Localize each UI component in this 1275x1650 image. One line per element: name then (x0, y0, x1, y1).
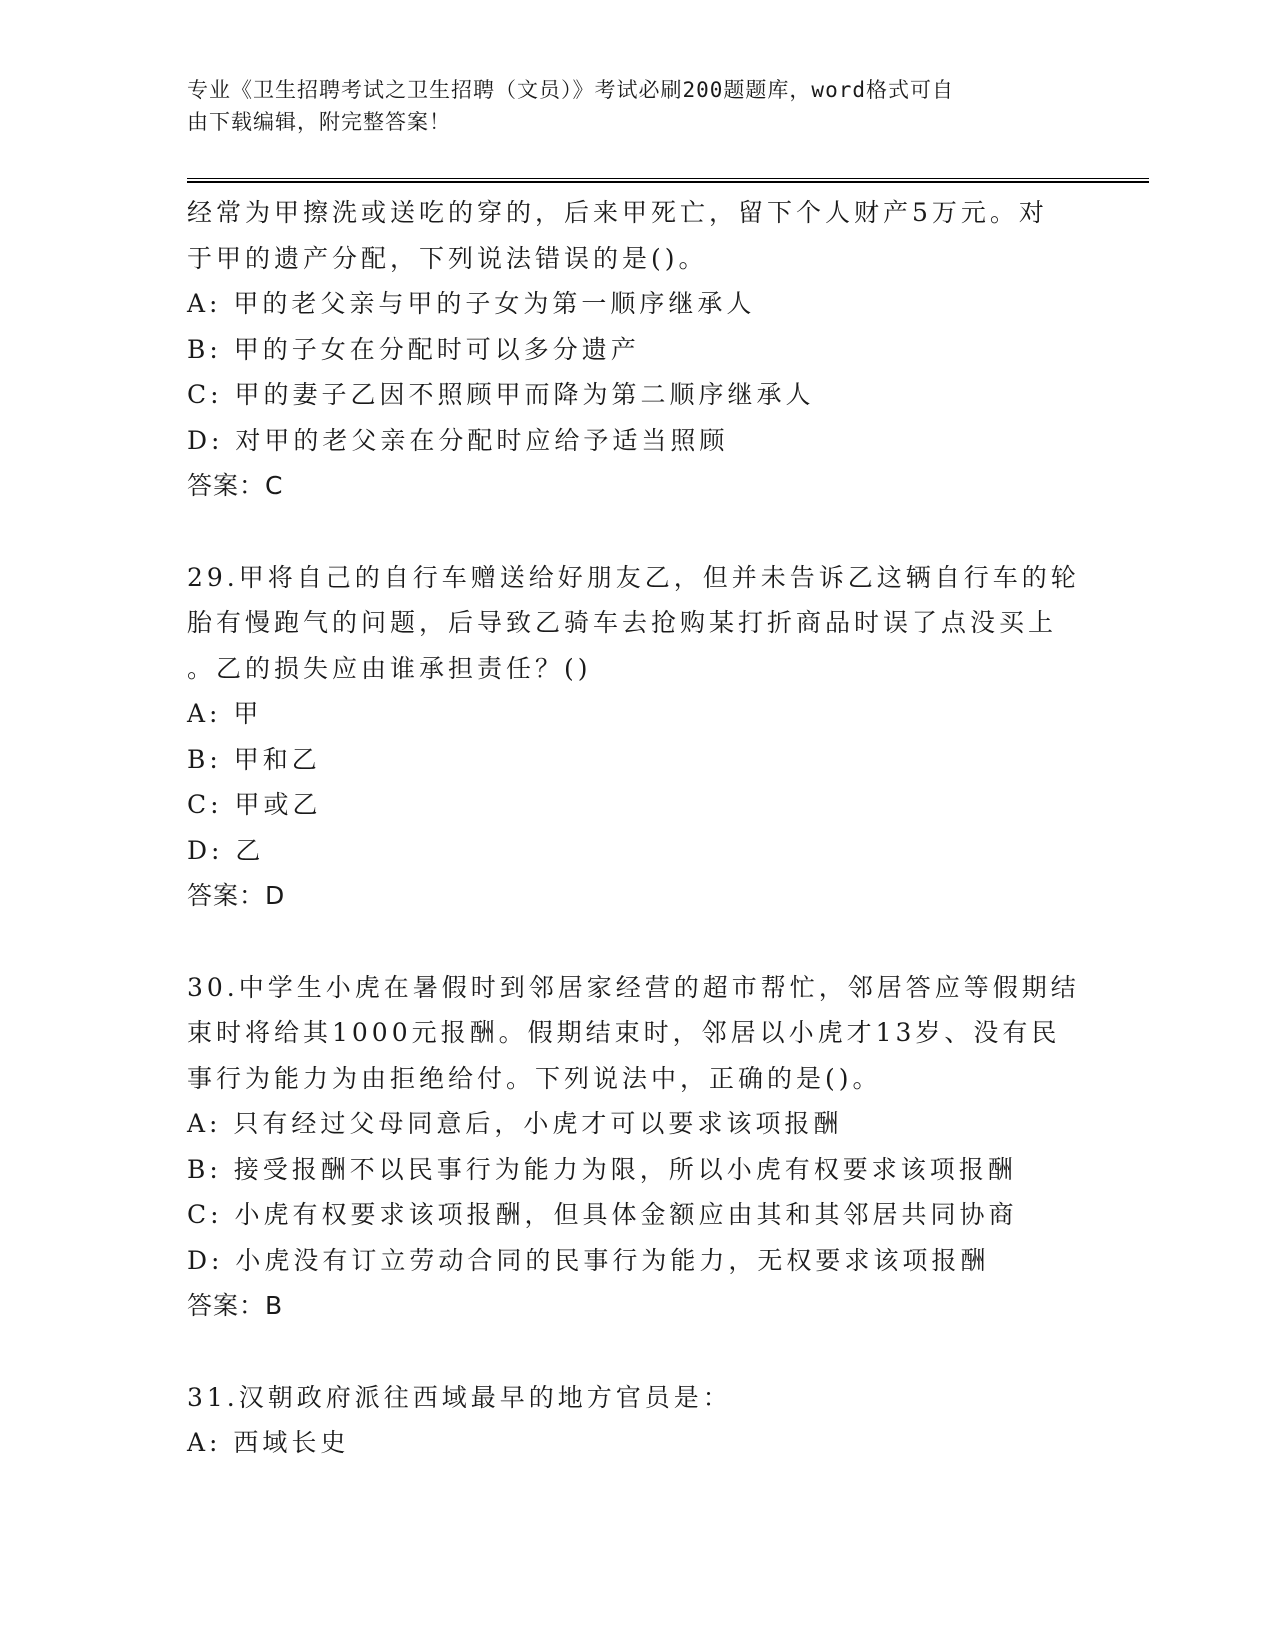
answer-label: 答案：D (187, 881, 286, 910)
question-stem-line: 于甲的遗产分配，下列说法错误的是()。 (187, 243, 708, 273)
question-28 (187, 190, 1087, 509)
option-c: C: 小虎有权要求该项报酬，但具体金额应由其和其邻居共同协商 (187, 1200, 1018, 1229)
option-a: A: 只有经过父母同意后，小虎才可以要求该项报酬 (187, 1109, 843, 1138)
option-d: D: 对甲的老父亲在分配时应给予适当照顾 (187, 425, 729, 455)
question-stem-line: 30.中学生小虎在暑假时到邻居家经营的超市帮忙，邻居答应等假期结 (187, 972, 1080, 1002)
document-header (187, 74, 1067, 138)
answer-label: 答案：B (187, 1291, 284, 1320)
question-stem-line: 31.汉朝政府派往西域最早的地方官员是： (187, 1382, 732, 1412)
spacer (187, 509, 1087, 555)
option-d: D: 小虎没有订立劳动合同的民事行为能力，无权要求该项报酬 (187, 1245, 990, 1275)
header-line-1: 专业《卫生招聘考试之卫生招聘（文员）》考试必刷200题题库，word格式可自 (187, 78, 954, 102)
question-stem-line: 胎有慢跑气的问题，后导致乙骑车去抢购某打折商品时误了点没买上 (187, 608, 1058, 637)
header-line-2: 由下载编辑，附完整答案！ (187, 110, 451, 134)
question-stem-line: 束时将给其1000元报酬。假期结束时，邻居以小虎才13岁、没有民 (187, 1018, 1061, 1047)
answer-label: 答案：C (187, 471, 284, 500)
option-a: A: 甲 (187, 699, 263, 728)
option-a: A: 甲的老父亲与甲的子女为第一顺序继承人 (187, 289, 756, 318)
question-stem-line: 29.甲将自己的自行车赠送给好朋友乙，但并未告诉乙这辆自行车的轮 (187, 562, 1080, 592)
option-a: A: 西域长史 (187, 1428, 350, 1457)
option-b: B: 接受报酬不以民事行为能力为限，所以小虎有权要求该项报酬 (187, 1154, 1017, 1184)
question-list (187, 190, 1087, 1466)
option-b: B: 甲的子女在分配时可以多分遗产 (187, 334, 640, 364)
question-stem-line: 。乙的损失应由谁承担责任？() (187, 653, 592, 683)
option-b: B: 甲和乙 (187, 744, 321, 774)
spacer (187, 1329, 1087, 1375)
question-29 (187, 555, 1087, 919)
option-d: D: 乙 (187, 835, 265, 865)
option-c: C: 甲或乙 (187, 790, 322, 819)
header-rule-thin (187, 178, 1149, 179)
question-30 (187, 965, 1087, 1329)
question-31 (187, 1375, 1087, 1466)
spacer (187, 919, 1087, 965)
option-c: C: 甲的妻子乙因不照顾甲而降为第二顺序继承人 (187, 380, 815, 409)
header-rule-thick (187, 181, 1149, 183)
question-stem-line: 事行为能力为由拒绝给付。下列说法中，正确的是()。 (187, 1063, 882, 1093)
question-stem-line: 经常为甲擦洗或送吃的穿的，后来甲死亡，留下个人财产5万元。对 (187, 198, 1048, 227)
